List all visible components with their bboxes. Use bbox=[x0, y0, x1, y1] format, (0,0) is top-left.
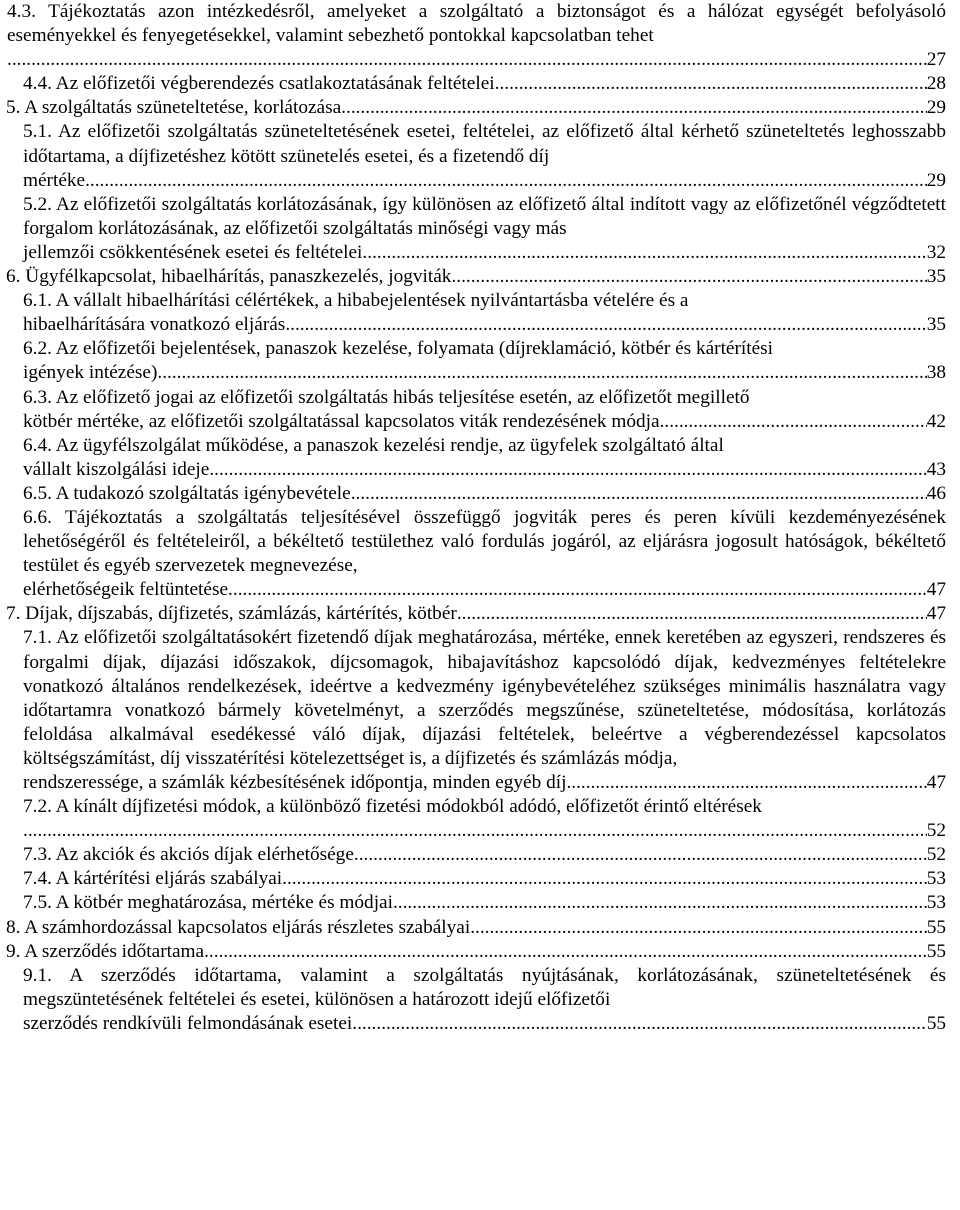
dot-leader bbox=[23, 819, 927, 843]
toc-entry[interactable] bbox=[23, 964, 960, 1036]
dot-leader bbox=[85, 169, 927, 193]
toc-entry-tail: elérhetőségeik feltüntetése bbox=[23, 579, 229, 601]
toc-leader-line bbox=[23, 169, 946, 193]
toc-entry-tail: szerződés rendkívüli felmondásának esetei bbox=[23, 1012, 353, 1034]
toc-entry[interactable] bbox=[6, 265, 960, 289]
toc-entry-tail: vállalt kiszolgálási ideje bbox=[23, 458, 210, 480]
toc-leader-line bbox=[23, 72, 946, 96]
dot-leader bbox=[282, 867, 927, 891]
dot-leader bbox=[393, 891, 927, 915]
toc-entry-tail: 9. A szerződés időtartama bbox=[6, 940, 205, 962]
toc-entry-text: 6.3. Az előfizető jogai az előfizetői szolgáltatás hibás teljesítése esetén, az előfizetőt megillető bbox=[23, 386, 750, 408]
toc-entry[interactable] bbox=[23, 289, 960, 337]
toc-entry-text: 6.4. Az ügyfélszolgálat működése, a panaszok kezelési rendje, az ügyfelek szolgáltató által bbox=[23, 434, 724, 456]
toc-entry-tail: 8. A számhordozással kapcsolatos eljárás részletes szabályai bbox=[6, 916, 471, 938]
page-number: 46 bbox=[926, 482, 946, 504]
dot-leader bbox=[228, 578, 927, 602]
dot-leader bbox=[7, 48, 927, 72]
dot-leader bbox=[204, 940, 927, 964]
toc-entry[interactable] bbox=[23, 434, 960, 482]
toc-entry-text: 7.2. A kínált díjfizetési módok, a különböző fizetési módokból adódó, előfizetőt érintő eltérések bbox=[23, 796, 762, 818]
page-number: 47 bbox=[926, 579, 946, 601]
dot-leader bbox=[354, 843, 927, 867]
toc-leader-line bbox=[6, 602, 946, 626]
dot-leader bbox=[209, 458, 926, 482]
toc-entry[interactable] bbox=[6, 916, 960, 940]
toc-leader-line bbox=[23, 843, 946, 867]
toc-entry[interactable] bbox=[23, 867, 960, 891]
page-number: 47 bbox=[926, 603, 946, 625]
toc-leader-line bbox=[23, 867, 946, 891]
toc-leader-line bbox=[23, 482, 946, 506]
toc-leader-line bbox=[23, 313, 946, 337]
toc-leader-line bbox=[23, 819, 946, 843]
toc-entry[interactable] bbox=[6, 96, 960, 120]
toc-leader-line bbox=[23, 891, 946, 915]
toc-entry-tail: rendszeressége, a számlák kézbesítésének időpontja, minden egyéb díj bbox=[23, 772, 567, 793]
dot-leader bbox=[495, 72, 927, 96]
toc-entry-tail: 7.4. A kártérítési eljárás szabályai bbox=[23, 868, 283, 890]
toc-leader-line bbox=[23, 771, 946, 795]
toc-entry-tail: 7.3. Az akciók és akciós díjak elérhetősége bbox=[23, 844, 354, 866]
toc-entry-text: 9.1. A szerződés időtartama, valamint a szolgáltatás nyújtásának, korlátozásának, szüneteltetésének és megszüntetésének feltételei és esetei, különösen a határozott idejű előfizetői bbox=[23, 964, 946, 1010]
page-number: 55 bbox=[926, 1012, 946, 1034]
page-number: 38 bbox=[926, 362, 946, 384]
toc-entry-text: 5.1. Az előfizetői szolgáltatás szüneteltetésének esetei, feltételei, az előfizető által kérhető szüneteltetés leghosszabb időtartama, a díjfizetéshez kötött szünetelés esetei, és a fizetendő díj bbox=[23, 121, 946, 167]
toc-leader-line bbox=[6, 265, 946, 289]
toc-entry[interactable] bbox=[23, 626, 960, 795]
toc-leader-line bbox=[7, 48, 946, 72]
toc-entry[interactable] bbox=[23, 891, 960, 915]
toc-entry[interactable] bbox=[23, 506, 960, 602]
page-number: 55 bbox=[926, 940, 946, 962]
toc-entry-tail: jellemzői csökkentésének esetei és feltételei bbox=[23, 241, 363, 263]
toc-entry[interactable] bbox=[23, 482, 960, 506]
toc-entry-text: 6.1. A vállalt hibaelhárítási célértékek, a hibabejelentések nyilvántartásba vételére és a bbox=[23, 290, 689, 312]
page-number: 52 bbox=[926, 820, 946, 842]
toc-entry-tail: kötbér mértéke, az előfizetői szolgáltatással kapcsolatos viták rendezésének módja bbox=[23, 410, 660, 432]
page-number: 28 bbox=[926, 73, 946, 95]
page-number: 29 bbox=[926, 169, 946, 191]
toc-entry-tail: hibaelhárítására vonatkozó eljárás bbox=[23, 314, 286, 336]
toc-entry-tail: 4.4. Az előfizetői végberendezés csatlakoztatásának feltételei bbox=[23, 73, 495, 95]
page-number: 32 bbox=[926, 241, 946, 263]
dot-leader bbox=[457, 602, 927, 626]
page-number: 47 bbox=[926, 772, 946, 793]
dot-leader bbox=[660, 410, 927, 434]
toc-entry-tail: igények intézése) bbox=[23, 362, 158, 384]
page-number: 53 bbox=[926, 892, 946, 914]
toc-entry[interactable] bbox=[6, 940, 960, 964]
toc-entry[interactable] bbox=[6, 602, 960, 626]
toc-entry-text: 6.2. Az előfizetői bejelentések, panaszok kezelése, folyamata (díjreklamáció, kötbér és kártérítési bbox=[23, 338, 774, 360]
page-number: 43 bbox=[926, 458, 946, 480]
page-number: 35 bbox=[926, 266, 946, 288]
dot-leader bbox=[351, 482, 927, 506]
toc-entry-tail: 6. Ügyfélkapcsolat, hibaelhárítás, panaszkezelés, jogviták bbox=[6, 266, 452, 288]
toc-leader-line bbox=[23, 241, 946, 265]
toc-leader-line bbox=[23, 361, 946, 385]
toc-entry-text: 5.2. Az előfizetői szolgáltatás korlátozásának, így különösen az előfizető által indított vagy az előfizetőnél végződtetett forgalom korlátozásának, az előfizetői szolgáltatás minőségi vagy más bbox=[23, 193, 946, 239]
toc-leader-line bbox=[23, 458, 946, 482]
dot-leader bbox=[470, 916, 927, 940]
page-number: 42 bbox=[926, 410, 946, 432]
toc-leader-line bbox=[6, 96, 946, 120]
toc-entry-tail: 5. A szolgáltatás szüneteltetése, korlátozása bbox=[6, 97, 342, 119]
toc-entry-tail: 7. Díjak, díjszabás, díjfizetés, számlázás, kártérítés, kötbér bbox=[6, 603, 457, 625]
toc-entry[interactable] bbox=[23, 193, 960, 265]
toc-entry[interactable] bbox=[23, 120, 960, 192]
page-number: 35 bbox=[926, 314, 946, 336]
toc-entry-text: 6.6. Tájékoztatás a szolgáltatás teljesítésével összefüggő jogviták peres és peren kívüli kezdeményezésének lehetőségéről és feltételeiről, a békéltető testülethez való fordulás jogáról, az eljárásra jogosult hatóságok, békéltető testület és egyéb szervezetek megnevezése, bbox=[23, 506, 946, 577]
toc-entry[interactable] bbox=[23, 337, 960, 385]
page-number: 27 bbox=[926, 49, 946, 71]
toc-leader-line bbox=[6, 916, 946, 940]
dot-leader bbox=[451, 265, 926, 289]
toc-leader-line bbox=[6, 940, 946, 964]
dot-leader bbox=[285, 313, 926, 337]
toc-leader-line bbox=[23, 578, 946, 602]
page-number: 52 bbox=[926, 844, 946, 866]
dot-leader bbox=[157, 361, 926, 385]
dot-leader bbox=[352, 1012, 926, 1036]
toc-entry[interactable] bbox=[23, 843, 960, 867]
dot-leader bbox=[566, 771, 926, 795]
toc-entry-text: 7.1. Az előfizetői szolgáltatásokért fizetendő díjak meghatározása, mértéke, ennek keretében az egyszeri, rendszeres és forgalmi díjak, díjazási időszakok, díjcsomagok, hibajavításhoz kapcsolódó díjak, kedvezményes feltételekre vonatkozó általános rendelkezések, ideértve a kedvezmény igénybevételéhez szükséges minimális használatra vagy időtartamra vonatkozó bármely követelményt, a szerződés megszűnése, szüneteltetése, módosítása, korlátozás feloldása alkalmával esedékessé váló díjak, díjazási feltételek, beleértve a végberendezéssel kapcsolatos költségszámítást, díj visszatérítési kötelezettséget is, a díjfizetés és számlázás módja, bbox=[23, 627, 946, 769]
toc-entry-tail: mértéke bbox=[23, 169, 86, 191]
dot-leader bbox=[341, 96, 927, 120]
toc-entry[interactable] bbox=[23, 795, 960, 843]
page-number: 53 bbox=[926, 868, 946, 890]
toc-entry[interactable] bbox=[23, 386, 960, 434]
toc-leader-line bbox=[23, 1012, 946, 1036]
page-number: 55 bbox=[926, 916, 946, 938]
dot-leader bbox=[362, 241, 926, 265]
page-number: 29 bbox=[926, 97, 946, 119]
toc-entry[interactable] bbox=[7, 0, 960, 72]
toc-entry[interactable] bbox=[23, 72, 960, 96]
toc-entry-text: 4.3. Tájékoztatás azon intézkedésről, amelyeket a szolgáltató a biztonságot és a hálózat egységét befolyásoló eseményekkel és fenyegetésekkel, valamint sebezhető pontokkal kapcsolatban tehet bbox=[7, 1, 946, 47]
toc-leader-line bbox=[23, 410, 946, 434]
toc-entry-tail: 6.5. A tudakozó szolgáltatás igénybevétele bbox=[23, 482, 351, 504]
toc-entry-tail: 7.5. A kötbér meghatározása, mértéke és módjai bbox=[23, 892, 393, 914]
